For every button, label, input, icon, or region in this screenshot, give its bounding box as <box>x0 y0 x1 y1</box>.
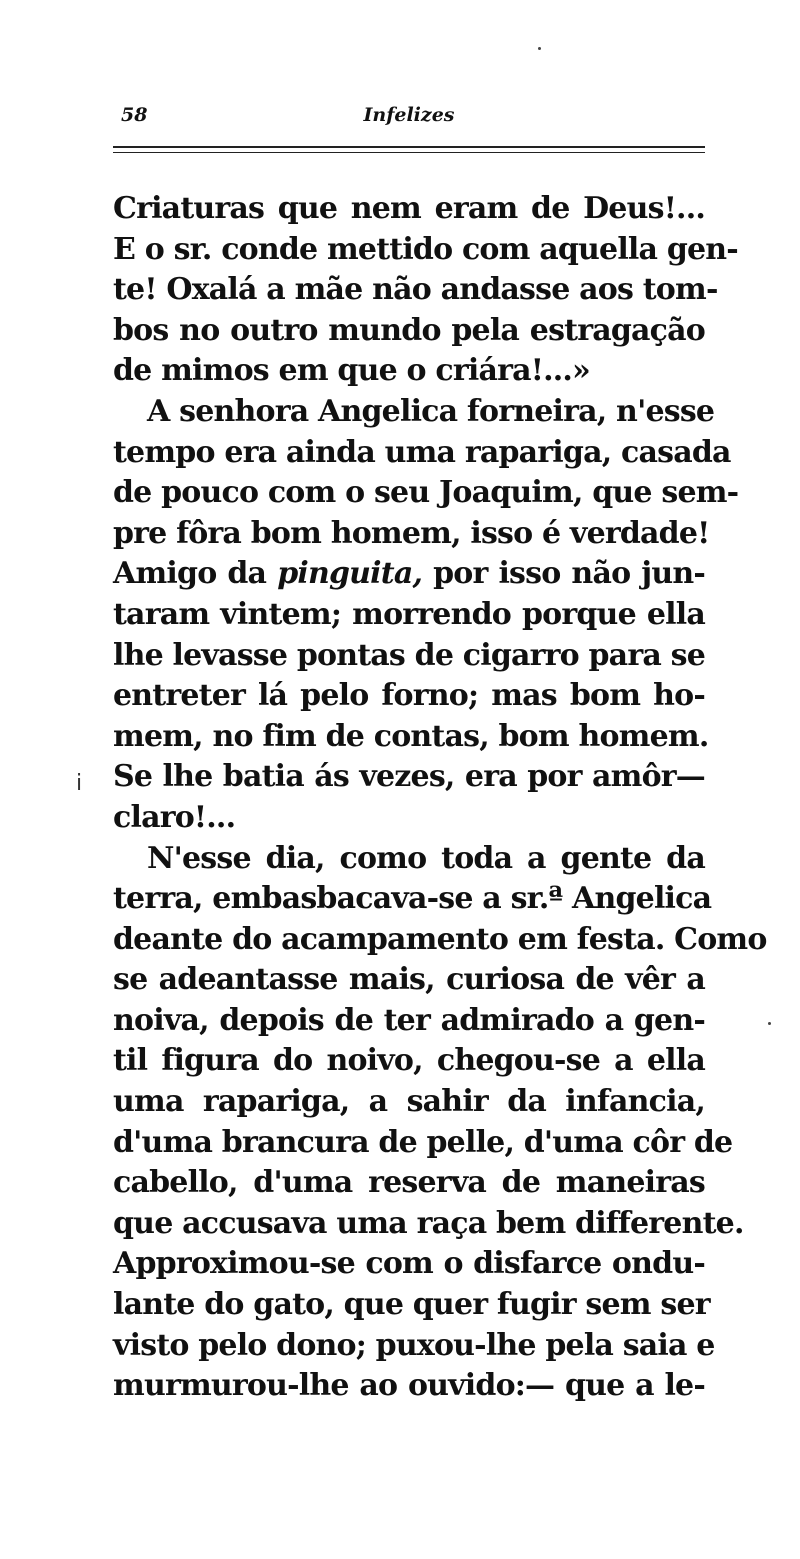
page-header <box>113 100 705 132</box>
text-line: Approximou-se com o disfarce ondu- <box>113 1246 705 1282</box>
text-line: til figura do noivo, chegou-se a ella <box>113 1043 705 1079</box>
text-line: te! Oxalá a mãe não andasse aos tom- <box>113 272 718 308</box>
text-line: noiva, depois de ter admirado a gen- <box>113 1002 705 1038</box>
italic-word: pinguita, <box>277 556 423 592</box>
header-rule-bottom <box>113 152 705 153</box>
text-fragment: por isso não jun- <box>422 556 705 592</box>
text-line: de mimos em que o criára!...» <box>113 353 590 389</box>
text-line: taram vintem; morrendo porque ella <box>113 596 705 632</box>
text-line: claro!... <box>113 799 236 835</box>
text-fragment: Amigo da <box>113 556 278 592</box>
text-line: mem, no fim de contas, bom homem. <box>113 718 709 754</box>
text-line: pre fôra bom homem, isso é verdade! <box>113 515 710 551</box>
text-line: d'uma brancura de pelle, d'uma côr de <box>113 1124 733 1160</box>
running-title: Infelizes <box>363 104 455 126</box>
print-speck <box>768 1022 771 1025</box>
text-line: lhe levasse pontas de cigarro para se <box>113 637 705 673</box>
text-line: uma rapariga, a sahir da infancia, <box>113 1084 705 1120</box>
text-line: de pouco com o seu Joaquim, que sem- <box>113 475 739 511</box>
text-line: lante do gato, que quer fugir sem ser <box>113 1287 710 1323</box>
text-line: murmurou-lhe ao ouvido:— que a le- <box>113 1368 705 1404</box>
text-line: que accusava uma raça bem differente. <box>113 1205 744 1241</box>
text-line: bos no outro mundo pela estragação <box>113 312 705 348</box>
text-line: tempo era ainda uma rapariga, casada <box>113 434 731 470</box>
text-line: entreter lá pelo forno; mas bom ho- <box>113 678 705 714</box>
text-line-with-italic <box>113 554 705 595</box>
body-text <box>113 189 767 1407</box>
paragraph-start-line: N'esse dia, como toda a gente da <box>147 840 705 876</box>
header-rule-top <box>113 146 705 148</box>
page-number: 58 <box>121 104 148 126</box>
text-line: deante do acampamento em festa. Como <box>113 921 767 957</box>
print-speck <box>538 47 541 50</box>
text-line: Criaturas que nem eram de Deus!... <box>113 191 705 226</box>
text-line: se adeantasse mais, curiosa de vêr a <box>113 962 705 998</box>
text-line: Se lhe batia ás vezes, era por amôr— <box>113 759 705 795</box>
text-line: E o sr. conde mettido com aquella gen- <box>113 231 738 267</box>
paragraph-start-line: A senhora Angelica forneira, n'esse <box>147 393 715 429</box>
text-line: visto pelo dono; puxou-lhe pela saia e <box>113 1327 715 1363</box>
text-line: cabello, d'uma reserva de maneiras <box>113 1165 705 1201</box>
margin-mark: i <box>76 771 83 796</box>
text-line: terra, embasbacava-se a sr.ª Angelica <box>113 881 712 917</box>
